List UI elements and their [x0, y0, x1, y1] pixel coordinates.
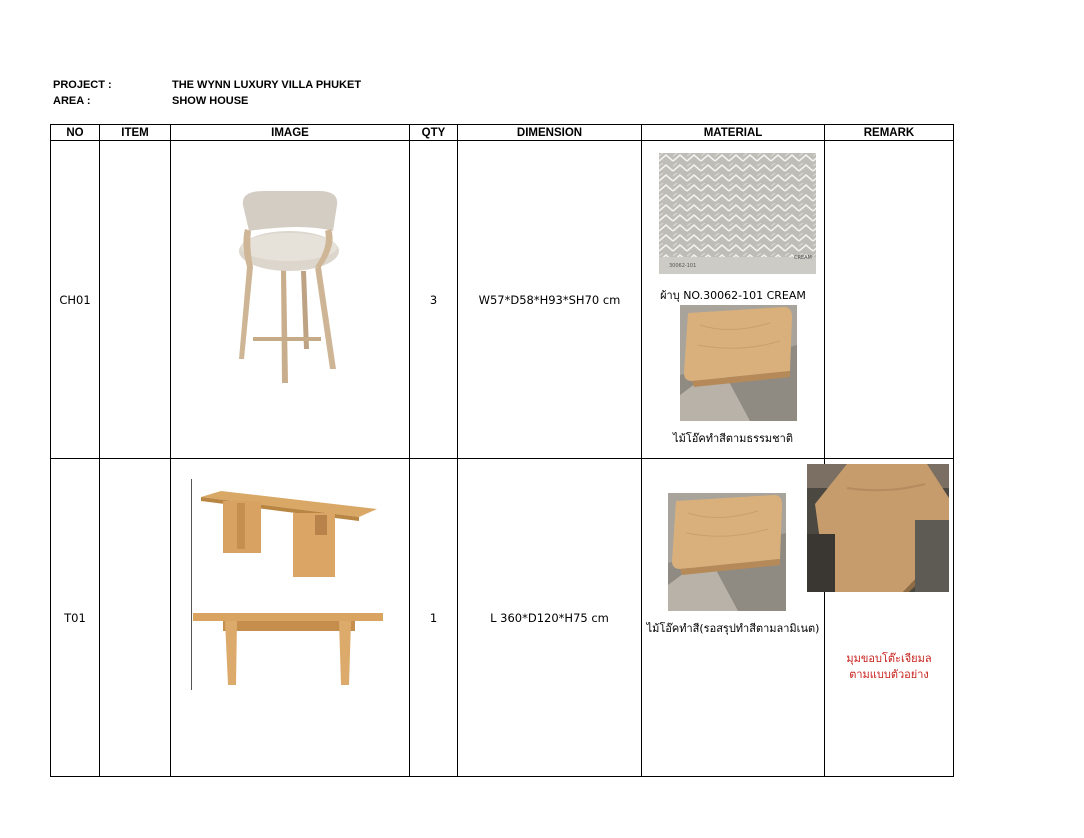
- project-value: THE WYNN LUXURY VILLA PHUKET: [172, 79, 362, 91]
- cell-remark: [825, 459, 954, 777]
- table-edge-reference-image: [807, 464, 949, 592]
- dining-table-perspective-image: [201, 487, 377, 587]
- area-value: SHOW HOUSE: [172, 95, 249, 107]
- cell-dimension: L 360*D120*H75 cm: [458, 459, 642, 777]
- cell-item: [100, 459, 171, 777]
- bar-stool-image: [233, 189, 345, 389]
- remark-line-1: มุมขอบโต๊ะเจียมล: [846, 652, 932, 665]
- col-header-qty: QTY: [410, 125, 458, 141]
- col-header-remark: REMARK: [825, 125, 954, 141]
- cell-material: [642, 459, 825, 777]
- dining-table-side-image: [193, 611, 383, 687]
- cell-item: [100, 141, 171, 459]
- col-header-material: MATERIAL: [642, 125, 825, 141]
- table-header-row: [51, 125, 954, 141]
- col-header-dimension: DIMENSION: [458, 125, 642, 141]
- oak-sample-image: [668, 493, 786, 611]
- swatch-color-label: CREAM: [794, 255, 812, 261]
- image-divider-line: [191, 479, 192, 690]
- table-row: [51, 141, 954, 459]
- col-header-image: IMAGE: [171, 125, 410, 141]
- fabric-caption: ผ้าบุ NO.30062-101 CREAM: [660, 289, 806, 302]
- swatch-code-label: 30062-101: [669, 263, 697, 269]
- furniture-spec-table: [50, 124, 954, 777]
- area-label: AREA :: [53, 95, 91, 107]
- cell-no: T01: [51, 459, 100, 777]
- cell-qty: 3: [410, 141, 458, 459]
- cell-qty: 1: [410, 459, 458, 777]
- cell-remark: [825, 141, 954, 459]
- table-row: [51, 459, 954, 777]
- cell-no: CH01: [51, 141, 100, 459]
- oak-sample-image: [680, 305, 797, 421]
- oak-caption: ไม้โอ๊คทำสีตามธรรมชาติ: [673, 432, 793, 445]
- remark-line-2: ตามแบบตัวอย่าง: [849, 668, 929, 681]
- project-label: PROJECT :: [53, 79, 112, 91]
- cell-dimension: W57*D58*H93*SH70 cm: [458, 141, 642, 459]
- oak-caption: ไม้โอ๊คทำสี(รอสรุปทำสีตามลามิเนต): [646, 622, 820, 635]
- cell-image: [171, 459, 410, 777]
- col-header-item: ITEM: [100, 125, 171, 141]
- cell-image: [171, 141, 410, 459]
- cell-material: [642, 141, 825, 459]
- fabric-swatch-image: [659, 153, 816, 274]
- col-header-no: NO: [51, 125, 100, 141]
